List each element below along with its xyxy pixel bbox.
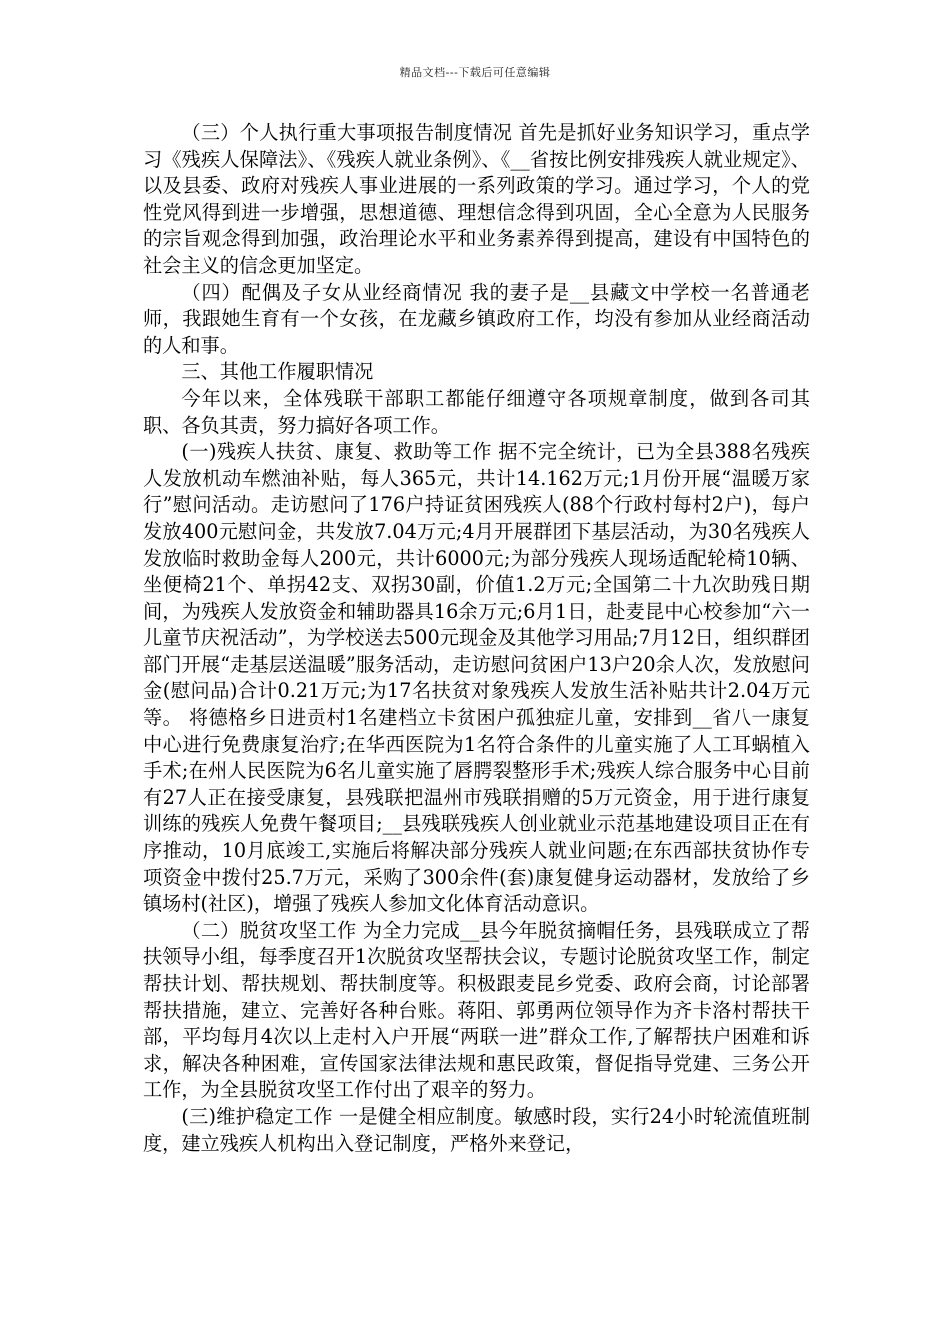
section-heading-other-duties: 三、其他工作履职情况 <box>181 360 374 384</box>
paragraph-poverty-alleviation: （二）脱贫攻坚工作 为全力完成__县今年脱贫摘帽任务，县残联成立了帮扶领导小组，每季度召开1次脱贫攻坚帮扶会议，专题讨论脱贫攻坚工作，制定帮扶计划、帮扶规划、帮扶制度等。积极跟麦昆乡党委、政府会商，讨论部署帮扶措施，建立、完善好各种台账。蒋阳、郭勇两位领导作为齐卡洛村帮扶干部，平均每月4次以上走村入户开展“两联一进”群众工作,了解帮扶户困难和诉求，解决各种困难，宣传国家法律法规和惠民政策，督促指导党建、三务公开工作，为全县脱贫攻坚工作付出了艰辛的努力。 <box>143 918 810 1102</box>
paragraph-stability: (三)维护稳定工作 一是健全相应制度。敏感时段，实行24小时轮流值班制度，建立残疾人机构出入登记制度，严格外来登记， <box>143 1104 810 1155</box>
paragraph-overview: 今年以来，全体残联干部职工都能仔细遵守各项规章制度，做到各司其职、各负其责，努力搞好各项工作。 <box>143 386 810 437</box>
paragraph-personal-reporting: （三）个人执行重大事项报告制度情况 首先是抓好业务知识学习，重点学习《残疾人保障法》、《残疾人就业条例》、《__省按比例安排残疾人就业规定》、以及县委、政府对残疾人事业进展的一系列政策的学习。通过学习，个人的党性党风得到进一步增强，思想道德、理想信念得到巩固，全心全意为人民服务的宗旨观念得到加强，政治理论水平和业务素养得到提高，建设有中国特色的社会主义的信念更加坚定。 <box>143 121 810 277</box>
document-body <box>143 120 810 1157</box>
paragraph-poverty-rehab-aid: (一)残疾人扶贫、康复、救助等工作 据不完全统计，已为全县388名残疾人发放机动车燃油补贴，每人365元，共计14.162万元;1月份开展“温暖万家行”慰问活动。走访慰问了176户持证贫困残疾人(88个行政村每村2户)，每户发放400元慰问金，共发放7.04万元;4月开展群团下基层活动，为30名残疾人发放临时救助金每人200元，共计6000元;为部分残疾人现场适配轮椅10辆、坐便椅21个、单拐42支、双拐30副，价值1.2万元;全国第二十九次助残日期间，为残疾人发放资金和辅助器具16余万元;6月1日，赴麦昆中心校参加“六一儿童节庆祝活动”，为学校送去500元现金及其他学习用品;7月12日，组织群团部门开展“走基层送温暖”服务活动，走访慰问贫困户13户20余人次，发放慰问金(慰问品)合计0.21万元;为17名扶贫对象残疾人发放生活补贴共计2.04万元等。 将德格乡日进贡村1名建档立卡贫困户孤独症儿童，安排到__省八一康复中心进行免费康复治疗;在华西医院为1名符合条件的儿童实施了人工耳蜗植入手术;在州人民医院为6名儿童实施了唇腭裂整形手术;残疾人综合服务中心目前有27人正在接受康复，县残联把温州市残联捐赠的5万元资金，用于进行康复训练的残疾人免费午餐项目;__县残联残疾人创业就业示范基地建设项目正在有序推动，10月底竣工,实施后将解决部分残疾人就业问题;在东西部扶贫协作专项资金中拨付25.7万元，采购了300余件(套)康复健身运动器材，发放给了乡镇场村(社区)，增强了残疾人参加文化体育活动意识。 <box>143 440 810 916</box>
page-header: 精品文档---下载后可任意编辑 <box>399 66 551 79</box>
paragraph-family-business: （四）配偶及子女从业经商情况 我的妻子是__县藏文中学校一名普通老师，我跟她生育有一个女孩，在龙藏乡镇政府工作，均没有参加从业经商活动的人和事。 <box>143 280 810 357</box>
